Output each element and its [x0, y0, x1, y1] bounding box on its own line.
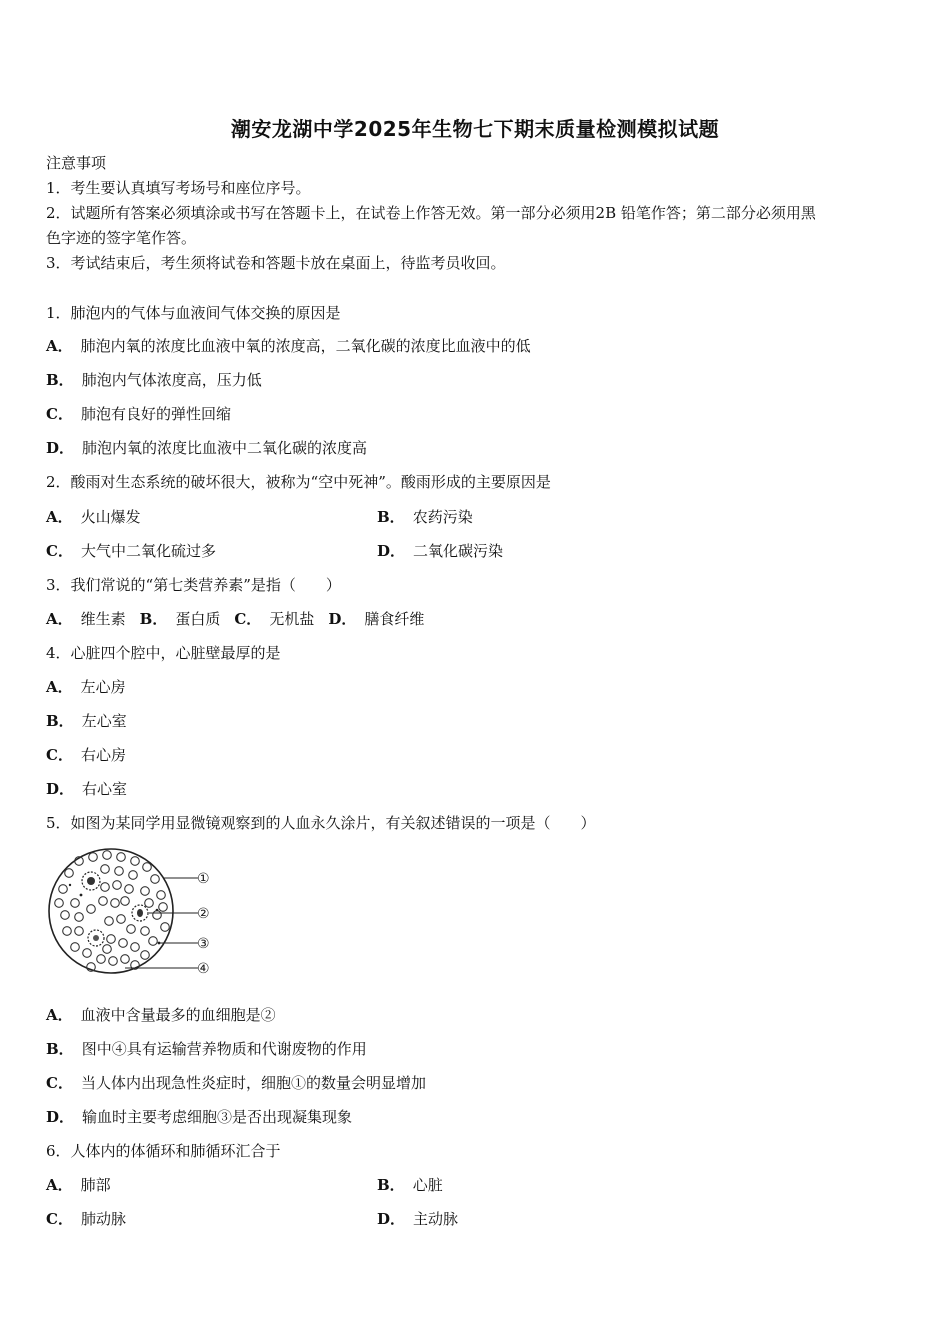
option-label: D． [46, 1108, 75, 1126]
option-item[interactable] [46, 676, 126, 697]
figure-label: ② [197, 906, 210, 922]
option-item[interactable] [46, 610, 126, 628]
question-stem: 3．我们常说的“第七类营养素”是指（ ） [46, 576, 341, 594]
option-label: D． [377, 542, 406, 560]
option-label: C． [46, 405, 73, 423]
option-label: B． [46, 712, 74, 730]
option-label: A． [46, 678, 73, 696]
option-item[interactable] [46, 710, 127, 731]
option-text: 膳食纤维 [364, 610, 425, 628]
option-item[interactable] [46, 1072, 426, 1093]
option-label: D． [46, 780, 75, 798]
option-text: 无机盐 [269, 610, 315, 628]
blood-smear-figure [45, 843, 225, 981]
option-item[interactable] [46, 1038, 367, 1059]
option-label: B． [46, 1040, 74, 1058]
notice-item: 1．考生要认真填写考场号和座位序号。 [46, 179, 311, 197]
option-item[interactable] [46, 744, 126, 765]
option-text: 右心室 [82, 780, 128, 798]
question-stem: 4．心脏四个腔中，心脏壁最厚的是 [46, 644, 281, 662]
option-label: C． [46, 542, 73, 560]
option-item[interactable] [140, 610, 221, 628]
option-label: A． [46, 337, 73, 355]
option-label: D． [377, 1210, 406, 1228]
option-label: B． [377, 508, 405, 526]
option-item[interactable] [377, 506, 473, 527]
figure-label: ③ [197, 936, 210, 952]
option-item[interactable] [377, 1174, 443, 1195]
notice-heading: 注意事项 [46, 154, 107, 172]
option-text: 蛋白质 [175, 610, 221, 628]
option-item[interactable] [46, 1004, 276, 1025]
figure-labels [197, 871, 210, 977]
question-stem: 6．人体内的体循环和肺循环汇合于 [46, 1142, 281, 1160]
question-stem: 5．如图为某同学用显微镜观察到的人血永久涂片，有关叙述错误的一项是（ ） [46, 814, 596, 832]
option-label: D． [46, 439, 75, 457]
option-label: C． [46, 746, 73, 764]
option-item[interactable] [377, 1208, 458, 1229]
option-item[interactable] [46, 540, 216, 561]
option-item[interactable] [46, 335, 531, 356]
option-item[interactable] [46, 1106, 352, 1127]
option-label: A． [46, 610, 73, 628]
option-label: C． [46, 1210, 73, 1228]
option-text: 肺部 [80, 1176, 111, 1194]
option-item[interactable] [46, 778, 127, 799]
option-text: 维生素 [80, 610, 126, 628]
option-text: 输血时主要考虑细胞③是否出现凝集现象 [82, 1108, 353, 1126]
option-label: B． [46, 371, 74, 389]
option-text: 肺动脉 [80, 1210, 126, 1228]
notice-item: 3．考试结束后，考生须将试卷和答题卡放在桌面上，待监考员收回。 [46, 254, 506, 272]
question-stem: 1．肺泡内的气体与血液间气体交换的原因是 [46, 304, 341, 322]
option-label: C． [234, 610, 262, 628]
option-text: 二氧化碳污染 [413, 542, 504, 560]
option-text: 左心室 [81, 712, 127, 730]
option-text: 当人体内出现急性炎症时，细胞①的数量会明显增加 [80, 1074, 426, 1092]
option-item[interactable] [46, 369, 262, 390]
option-item[interactable] [46, 437, 367, 458]
option-label: D． [328, 610, 357, 628]
figure-label: ④ [197, 961, 210, 977]
option-text: 大气中二氧化硫过多 [80, 542, 216, 560]
option-label: B． [377, 1176, 405, 1194]
option-text: 血液中含量最多的血细胞是② [80, 1006, 276, 1024]
option-text: 肺泡内气体浓度高，压力低 [81, 371, 262, 389]
option-text: 肺泡内氧的浓度比血液中二氧化碳的浓度高 [82, 439, 368, 457]
option-item[interactable] [234, 610, 314, 628]
option-text: 肺泡有良好的弹性回缩 [80, 405, 231, 423]
page-title: 潮安龙湖中学2025年生物七下期末质量检测模拟试题 [230, 117, 720, 141]
option-item[interactable] [377, 540, 503, 561]
question-stem: 2．酸雨对生态系统的破坏很大，被称为“空中死神”。酸雨形成的主要原因是 [46, 473, 551, 491]
figure-label: ① [197, 871, 210, 887]
option-text: 肺泡内氧的浓度比血液中氧的浓度高，二氧化碳的浓度比血液中的低 [80, 337, 531, 355]
option-item[interactable] [46, 506, 141, 527]
option-item[interactable] [328, 610, 424, 628]
option-text: 右心房 [80, 746, 126, 764]
option-text: 火山爆发 [80, 508, 141, 526]
option-label: C． [46, 1074, 73, 1092]
option-text: 农药污染 [412, 508, 473, 526]
option-item[interactable] [46, 403, 231, 424]
option-text: 图中④具有运输营养物质和代谢废物的作用 [81, 1040, 367, 1058]
option-text: 主动脉 [413, 1210, 459, 1228]
notice-item: 色字迹的签字笔作答。 [46, 229, 197, 247]
option-text: 左心房 [80, 678, 126, 696]
option-item[interactable] [46, 1208, 126, 1229]
option-label: A． [46, 508, 73, 526]
option-text: 心脏 [412, 1176, 443, 1194]
option-label: A． [46, 1176, 73, 1194]
option-label: B． [139, 610, 168, 628]
notice-item: 2．试题所有答案必须填涂或书写在答题卡上，在试卷上作答无效。第一部分必须用2B 铅笔作答；第二部分必须用黑 [46, 204, 816, 222]
option-item[interactable] [46, 1174, 111, 1195]
option-label: A． [46, 1006, 73, 1024]
option-row [46, 608, 438, 629]
